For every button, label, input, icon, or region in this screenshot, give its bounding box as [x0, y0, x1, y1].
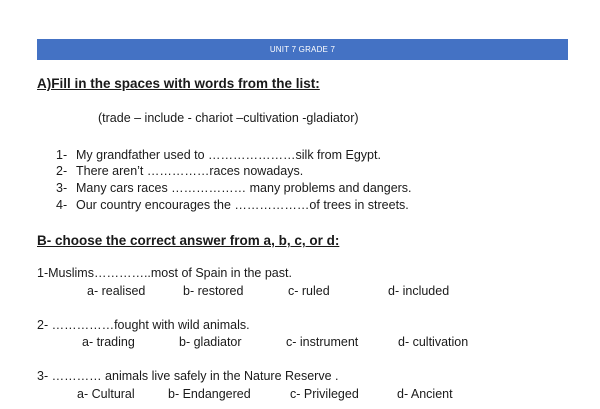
unit-banner: [37, 39, 568, 60]
fill-item: [56, 148, 381, 162]
banner-title: UNIT 7 GRADE 7: [269, 45, 336, 54]
fill-item-number: 3-: [56, 181, 68, 195]
fill-item: [56, 198, 409, 212]
answer-option-c: c- Privileged: [290, 387, 359, 401]
answer-option-d: d- Ancient: [397, 387, 453, 401]
fill-item-text: My grandfather used to …………………silk from Egypt.: [76, 148, 381, 162]
fill-item-text: Many cars races ……………… many problems and dangers.: [76, 181, 412, 195]
fill-item-text: Our country encourages the ………………of trees in streets.: [76, 198, 409, 212]
fill-item: [56, 164, 303, 178]
question-stem: 3- ………… animals live safely in the Nature Reserve .: [37, 369, 339, 383]
answer-option-a: a- Cultural: [77, 387, 135, 401]
fill-item-number: 2-: [56, 164, 68, 178]
answer-option-c: c- instrument: [286, 335, 359, 349]
word-list: (trade – include - chariot –cultivation -gladiator): [98, 111, 359, 125]
fill-item: [56, 181, 412, 195]
answer-option-b: b- restored: [183, 284, 244, 298]
answer-option-d: d- cultivation: [398, 335, 469, 349]
fill-item-number: 1-: [56, 148, 68, 162]
answer-option-a: a- realised: [87, 284, 146, 298]
question-stem: 2- ……………fought with wild animals.: [37, 318, 250, 332]
fill-item-text: There aren’t ……………races nowadays.: [76, 164, 304, 178]
section-b-heading: B- choose the correct answer from a, b, c, or d:: [37, 233, 340, 248]
fill-item-number: 4-: [56, 198, 68, 212]
question-stem: 1-Muslims…………..most of Spain in the past.: [37, 266, 292, 280]
answer-option-c: c- ruled: [288, 284, 330, 298]
answer-option-d: d- included: [388, 284, 450, 298]
answer-option-b: b- gladiator: [179, 335, 242, 349]
section-a-heading: A)Fill in the spaces with words from the list:: [37, 76, 320, 91]
answer-option-a: a- trading: [82, 335, 135, 349]
answer-option-b: b- Endangered: [168, 387, 251, 401]
